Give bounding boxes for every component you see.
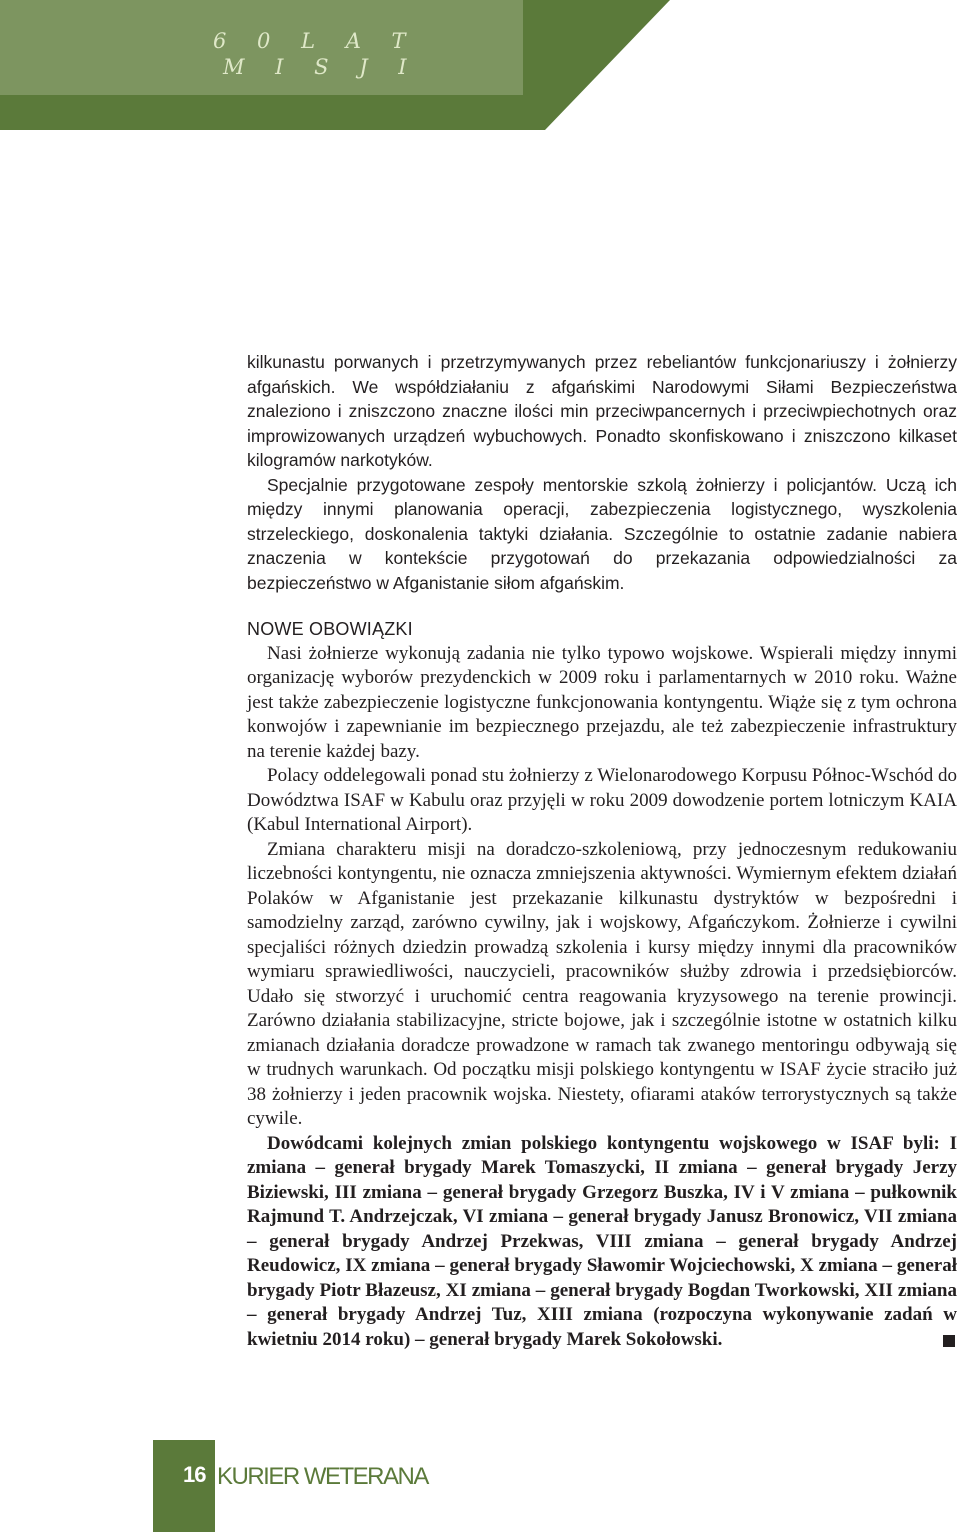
section-heading: NOWE OBOWIĄZKI: [247, 619, 413, 639]
paragraph-commanders: [247, 1132, 957, 1353]
magazine-name: KURIER WETERANA: [217, 1463, 428, 1490]
paragraph-4: Polacy oddelegowali ponad stu żołnierzy z Wielonarodowego Korpusu Północ-Wschód do Dowództwa ISAF w Kabulu oraz przyjęli w roku 2009 dowodzenie portem lotniczym KAIA (Kabul International Airport).: [247, 765, 957, 835]
end-of-article-mark: [943, 1335, 955, 1347]
paragraph-5: Zmiana charakteru misji na doradczo-szkoleniową, przy jednoczesnym redukowaniu liczebności kontyngentu, nie oznacza zmniejszenia aktywności. Wymiernym efektem działań Polaków w Afganistanie jest przekazanie kilkunastu dystryktów w bezpośredni i samodzielny zarząd, zarówno cywilny, jak i wojskowy, Afgańczykom. Żołnierze i cywilni specjaliści różnych dziedzin prowadzą szkolenia i kursy między innymi dla pracowników wymiaru sprawiedliwości, nauczycieli, pracowników służby zdrowia i przedsiębiorców. Udało się stworzyć i uruchomić centra reagowania kryzysowego na terenie prowincji. Zarówno działania stabilizacyjne, stricte bojowe, jak i szczególnie istotne w ostatnich kilku zmianach działania doradcze prowadzone w ramach tak zwanego mentoringu odbywają się w trudnych warunkach. Od początku misji polskiego kontyngentu w ISAF życie straciło już 38 żołnierzy i jeden pracownik wojska. Niestety, ofiarami ataków terrorystycznych są także cywile.: [247, 838, 957, 1129]
article-body: [247, 350, 957, 1352]
commanders-text: Dowódcami kolejnych zmian polskiego kontyngentu wojskowego w ISAF byli: I zmiana – generał brygady Marek Tomaszycki, II zmiana – generał brygady Jerzy Biziewski, III zmiana – generał brygady Grzegorz Buszka, IV i V zmiana – pułkownik Rajmund T. Andrzejczak, VI zmiana – generał brygady Janusz Bronowicz, VII zmiana – generał brygady Andrzej Przekwas, VIII zmiana – generał brygady Andrzej Reudowicz, IX zmiana – generał brygady Sławomir Wojciechowski, X zmiana – generał brygady Piotr Błazeusz, XI zmiana – generał brygady Bogdan Tworkowski, XII zmiana – generał brygady Andrzej Tuz, XIII zmiana (rozpoczyna wykonywanie zadań w kwietniu 2014 roku) – generał brygady Marek Sokołowski.: [247, 1132, 957, 1350]
page-number: 16: [183, 1462, 206, 1487]
section-title: [213, 28, 419, 80]
section-title-line1: 6 0 L A T: [213, 29, 418, 53]
paragraph-1: kilkunastu porwanych i przetrzymywanych przez rebeliantów funkcjonariuszy i żołnierzy afgańskich. We współdziałaniu z afgańskimi Narodowymi Siłami Bezpieczeństwa znaleziono i zniszczono znaczne ilości min przeciwpancernych i przeciwpiechotnych oraz improwizowanych urządzeń wybuchowych. Ponadto skonfiskowano i zniszczono kilkaset kilogramów narkotyków.: [247, 352, 957, 470]
paragraph-3: Nasi żołnierze wykonują zadania nie tylko typowo wojskowe. Wspierali między innymi organizację wyborów prezydenckich w 2009 roku i parlamentarnych w 2010 roku. Ważne jest także zabezpieczenie logistyczne funkcjonowania kontyngentu. Wiąże się z tym ochrona konwojów i zapewnianie im bezpiecznego przejazdu, ale też zabezpieczenie infrastruktury na terenie każdej bazy.: [247, 642, 957, 762]
header-band: [0, 0, 960, 130]
section-title-line2: M I S J I: [223, 55, 419, 79]
paragraph-2: Specjalnie przygotowane zespoły mentorskie szkolą żołnierzy i policjantów. Uczą ich między innymi planowania operacji, zabezpieczenia logistycznego, wyszkolenia strzeleckiego, doskonalenia taktyki działania. Szczególnie to ostatnie zadanie nabiera znaczenia w kontekście przygotowań do przekazania odpowiedzialności za bezpieczeństwo w Afganistanie siłom afgańskim.: [247, 474, 957, 593]
